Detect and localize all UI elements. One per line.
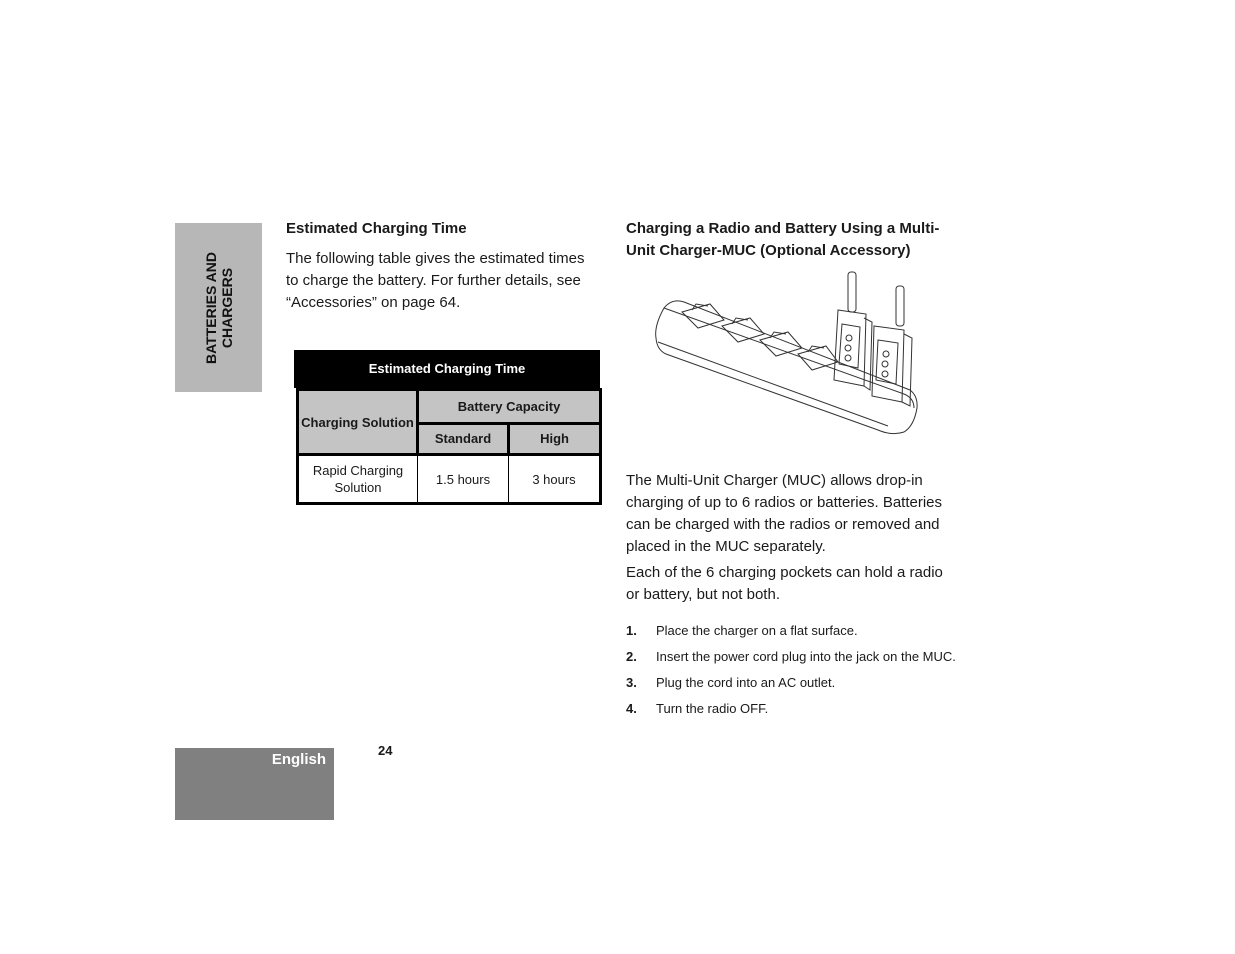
language-tab bbox=[175, 748, 334, 820]
cell-high: 3 hours bbox=[509, 455, 601, 504]
cell-solution: Rapid Charging Solution bbox=[298, 455, 418, 504]
step-number: 2. bbox=[626, 649, 637, 664]
step-text: Plug the cord into an AC outlet. bbox=[656, 675, 836, 690]
step-number: 3. bbox=[626, 675, 637, 690]
charging-time-table bbox=[294, 350, 600, 505]
table-title: Estimated Charging Time bbox=[294, 350, 600, 388]
section-tab bbox=[175, 223, 262, 392]
cell-standard: 1.5 hours bbox=[418, 455, 509, 504]
list-item bbox=[626, 620, 956, 642]
language-label: English bbox=[271, 751, 326, 768]
header-battery-capacity: Battery Capacity bbox=[418, 390, 601, 424]
charging-pockets bbox=[682, 304, 838, 370]
left-column bbox=[286, 218, 601, 314]
radio-1 bbox=[834, 272, 872, 390]
muc-heading: Charging a Radio and Battery Using a Multi-Unit Charger-MUC (Optional Accessory) bbox=[626, 220, 940, 259]
list-item bbox=[626, 698, 956, 720]
section-tab-label: BATTERIES AND CHARGERS bbox=[202, 251, 235, 364]
list-item bbox=[626, 672, 956, 694]
multi-unit-charger-illustration bbox=[652, 268, 920, 438]
muc-paragraph-1: The Multi-Unit Charger (MUC) allows drop-in charging of up to 6 radios or batteries. Batteries can be charged with the radios or removed and placed in the MUC separately. bbox=[626, 472, 943, 555]
step-number: 1. bbox=[626, 623, 637, 638]
charging-time-intro: The following table gives the estimated times to charge the battery. For further details, see “Accessories” on page 64. bbox=[286, 250, 585, 311]
list-item bbox=[626, 646, 956, 668]
step-text: Insert the power cord plug into the jack on the MUC. bbox=[656, 649, 956, 664]
steps-list bbox=[626, 620, 956, 720]
header-high: High bbox=[509, 423, 601, 454]
step-text: Turn the radio OFF. bbox=[656, 701, 769, 716]
step-text: Place the charger on a flat surface. bbox=[656, 623, 858, 638]
page-number: 24 bbox=[378, 743, 393, 758]
step-number: 4. bbox=[626, 701, 637, 716]
header-charging-solution: Charging Solution bbox=[298, 390, 418, 455]
charger-base bbox=[656, 301, 917, 434]
muc-paragraph-2: Each of the 6 charging pockets can hold a radio or battery, but not both. bbox=[626, 564, 943, 603]
charging-time-heading: Estimated Charging Time bbox=[286, 220, 467, 237]
header-standard: Standard bbox=[418, 423, 509, 454]
table-row bbox=[298, 455, 601, 504]
